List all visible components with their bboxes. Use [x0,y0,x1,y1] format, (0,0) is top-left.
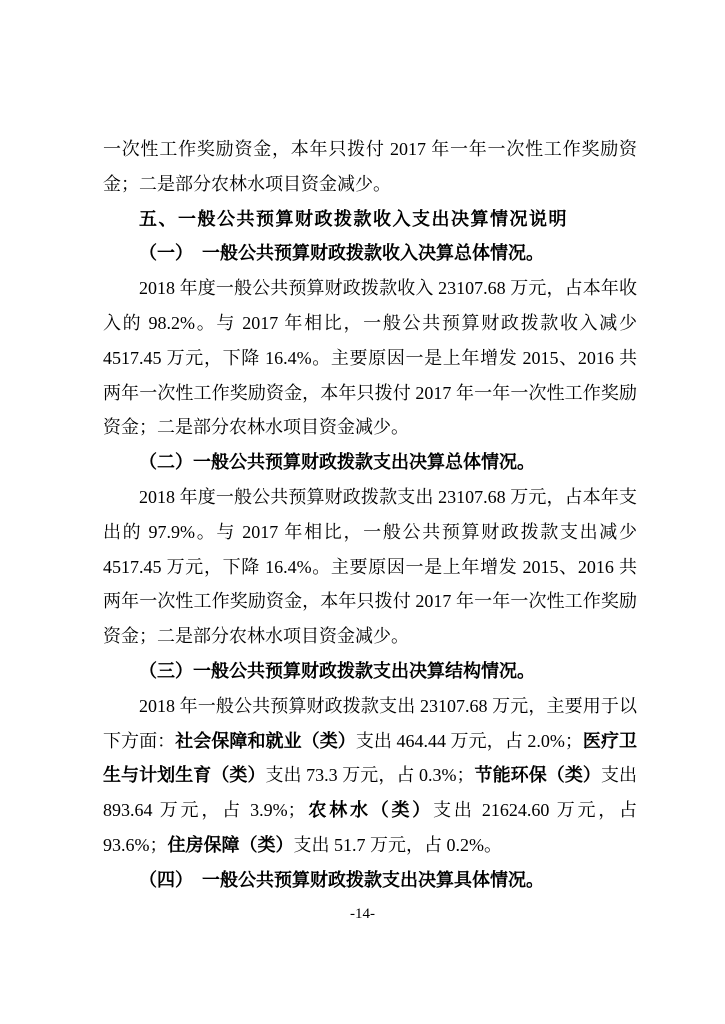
text-run-category-social-security: 社会保障和就业（类） [175,730,356,751]
text-run-category-housing: 住房保障（类） [167,834,294,855]
text-run-category-energy-conservation: 节能环保（类） [474,765,601,786]
subsection3-paragraph [103,689,637,863]
paragraph-continuation: 一次性工作奖励资金，本年只拨付 2017 年一年一次性工作奖励资金；二是部分农林水项目资金减少。 [103,139,637,194]
section5-heading: 五、一般公共预算财政拨款收入支出决算情况说明 [139,208,568,229]
text-run: 支出 21624.60 万元，占 93.6%； [103,800,638,855]
subsection1-paragraph: 2018 年度一般公共预算财政拨款收入 23107.68 万元，占本年收入的 98.2%。与 2017 年相比，一般公共预算财政拨款收入减少 4517.45 万元，下降 16.4%。主要原因一是上年增发 2015、2016 共两年一次性工作奖励资金，本年只拨付 2017 年一年一次性工作奖励资金；二是部分农林水项目资金减少。 [103,278,637,438]
text-run: 2018 年一般公共预算财政拨款支出 23107.68 万元，主要用于以下方面： [103,695,637,751]
page-number: -14- [350,906,375,922]
subsection2-heading: （二）一般公共预算财政拨款支出决算总体情况。 [139,452,535,473]
subsection3-heading: （三）一般公共预算财政拨款支出决算结构情况。 [139,660,535,681]
text-run: 支出 73.3 万元，占 0.3%； [265,765,475,786]
document-content [103,132,637,898]
subsection4-heading: （四） 一般公共预算财政拨款支出决算具体情况。 [139,869,544,890]
text-run: 支出 893.64 万元，占 3.9%； [103,765,638,821]
text-run-category-agriculture-forestry-water: 农林水（类） [305,800,434,821]
text-run: 支出 51.7 万元，占 0.2%。 [293,834,502,855]
subsection2-paragraph: 2018 年度一般公共预算财政拨款支出 23107.68 万元，占本年支出的 97.9%。与 2017 年相比，一般公共预算财政拨款支出减少 4517.45 万元，下降 16.4%。主要原因一是上年增发 2015、2016 共两年一次性工作奖励资金，本年只拨付 2017 年一年一次性工作奖励资金；二是部分农林水项目资金减少。 [103,486,637,647]
subsection1-heading: （一） 一般公共预算财政拨款收入决算总体情况。 [139,243,544,264]
text-run-category-health: 医疗卫生与计划生育（类） [103,730,638,786]
text-run: 支出 464.44 万元，占 2.0%； [355,730,583,751]
